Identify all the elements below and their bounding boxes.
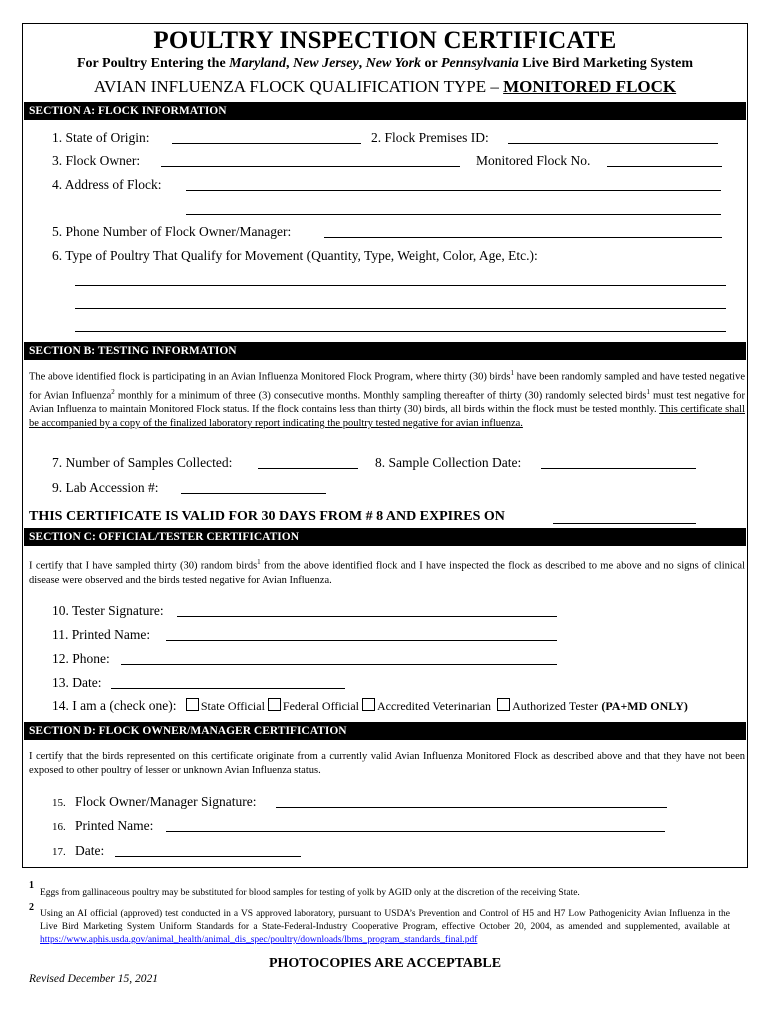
photocopies-notice: PHOTOCOPIES ARE ACCEPTABLE: [268, 956, 502, 971]
expiration-date-field[interactable]: [553, 523, 696, 524]
tester-phone-label: 12. Phone:: [52, 651, 110, 666]
owner-signature-field[interactable]: [276, 807, 667, 808]
state-of-origin-field[interactable]: [172, 143, 361, 144]
option-note: (PA+MD ONLY): [601, 699, 688, 713]
option-federal-official: Federal Official: [282, 699, 359, 713]
sample-collection-date-label: 8. Sample Collection Date:: [375, 455, 522, 470]
footnote-1: Eggs from gallinaceous poultry may be substituted for blood samples for testing of yolk by AGID only at the discretion of the receiving State.: [40, 888, 580, 898]
tester-date-label: 13. Date:: [52, 675, 102, 690]
form-border: [22, 23, 748, 868]
poultry-type-field-line-2[interactable]: [75, 308, 726, 309]
section-c-heading: SECTION C: OFFICIAL/TESTER CERTIFICATION: [24, 528, 746, 546]
footnote-2-number: 2: [29, 902, 34, 913]
tester-certification-paragraph: I certify that I have sampled thirty (30) random birds$^1$ from the above identified flock and I have inspected the flock as described to me above and no signs of clinical disease were observed and the birds tested negative for Avian Influenza.: [29, 558, 746, 586]
owner-signature-number: 15.: [52, 797, 66, 809]
owner-signature-label: Flock Owner/Manager Signature:: [75, 794, 257, 809]
flock-premises-id-label: 2. Flock Premises ID:: [371, 130, 489, 145]
qualification-type: AVIAN INFLUENZA FLOCK QUALIFICATION TYPE – MONITORED FLOCK: [93, 77, 677, 96]
printed-name-label: 11. Printed Name:: [52, 627, 151, 642]
footnote-2: Using an AI official (approved) test conducted in a VS approved laboratory, pursuant to USDA’s Prevention and Control of H5 and H7 Low Pathogenicity Avian Influenza in the Live Bird Marketing System Uniform Standards for a State-Federal-Industry Cooperative Program, effective October 20, 2004, as amended and supplemented, available at https://www.aphis.usda.gov/animal_health/animal_dis_spec/poultry/downloads/lbms_program_standards_final.pdf: [40, 909, 730, 945]
owner-printed-name-label: Printed Name:: [75, 818, 154, 833]
address-field-line-1[interactable]: [186, 190, 721, 191]
owner-date-number: 17.: [52, 846, 66, 858]
checkbox-state-official[interactable]: [186, 698, 199, 711]
monitored-flock-no-field[interactable]: [607, 166, 722, 167]
number-of-samples-field[interactable]: [258, 468, 358, 469]
flock-owner-label: 3. Flock Owner:: [52, 153, 141, 168]
program-standards-link[interactable]: https://www.aphis.usda.gov/animal_health/animal_dis_spec/poultry/downloads/lbms_program_standards_final.pdf: [40, 935, 478, 945]
lab-accession-label: 9. Lab Accession #:: [52, 480, 159, 495]
checkbox-accredited-veterinarian[interactable]: [362, 698, 375, 711]
phone-owner-label: 5. Phone Number of Flock Owner/Manager:: [52, 224, 292, 239]
poultry-type-field-line-3[interactable]: [75, 331, 726, 332]
section-a-heading: SECTION A: FLOCK INFORMATION: [24, 102, 746, 120]
owner-certification-paragraph: I certify that the birds represented on this certificate originate from a currently valid Avian Influenza Monitored Flock as described above and that they have not been exposed to other poultry of lesser or unknown Avian Influenza status.: [29, 751, 745, 776]
flock-owner-field[interactable]: [161, 166, 460, 167]
checkbox-federal-official[interactable]: [268, 698, 281, 711]
option-accredited-veterinarian: Accredited Veterinarian: [377, 699, 492, 713]
owner-date-label: Date:: [75, 843, 105, 858]
state-of-origin-label: 1. State of Origin:: [52, 130, 150, 145]
flock-premises-id-field[interactable]: [508, 143, 718, 144]
tester-signature-label: 10. Tester Signature:: [52, 603, 164, 618]
option-authorized-tester: Authorized Tester: [512, 699, 598, 713]
owner-printed-name-number: 16.: [52, 821, 66, 833]
owner-date-field[interactable]: [115, 856, 301, 857]
phone-owner-field[interactable]: [324, 237, 722, 238]
option-state-official: State Official: [200, 699, 265, 713]
subtitle: For Poultry Entering the Maryland, New Jersey, New York or Pennsylvania Live Bird Marketing System: [77, 56, 693, 71]
section-b-heading: SECTION B: TESTING INFORMATION: [24, 342, 746, 360]
poultry-type-label: 6. Type of Poultry That Qualify for Movement (Quantity, Type, Weight, Color, Age, Etc.):: [52, 248, 538, 263]
section-d-heading: SECTION D: FLOCK OWNER/MANAGER CERTIFICATION: [24, 722, 746, 740]
testing-information-paragraph: The above identified flock is participating in an Avian Influenza Monitored Flock Program, where thirty (30) birds$^1$ have been randomly sampled and have tested negative for Avian Influenza$^2$ monthly for a minimum of three (3) consecutive months. Monthly sampling thereafter of thirty (30) randomly selected birds$^1$ must test negative for Avian Influenza to maintain Monitored Flock status. If the flock contains less than thirty (30) birds, all birds within the flock must be tested monthly. This certificate shall be accompanied by a copy of the finalized laboratory report indicating the poultry tested negative for avian influenza.: [29, 369, 746, 429]
validity-notice: THIS CERTIFICATE IS VALID FOR 30 DAYS FROM # 8 AND EXPIRES ON: [29, 509, 505, 524]
checkbox-authorized-tester[interactable]: [497, 698, 510, 711]
printed-name-field[interactable]: [166, 640, 557, 641]
revision-date: Revised December 15, 2021: [29, 973, 159, 985]
footnote-1-number: 1: [29, 880, 34, 891]
monitored-flock-no-label: Monitored Flock No.: [476, 153, 591, 168]
sample-collection-date-field[interactable]: [541, 468, 696, 469]
poultry-type-field-line-1[interactable]: [75, 285, 726, 286]
address-field-line-2[interactable]: [186, 214, 721, 215]
tester-signature-field[interactable]: [177, 616, 557, 617]
role-check-label: 14. I am a (check one):: [52, 698, 177, 713]
role-check-row: [52, 698, 688, 714]
lab-accession-field[interactable]: [181, 493, 326, 494]
tester-date-field[interactable]: [111, 688, 345, 689]
page-title: POULTRY INSPECTION CERTIFICATE: [153, 27, 617, 54]
address-label: 4. Address of Flock:: [52, 177, 162, 192]
tester-phone-field[interactable]: [121, 664, 557, 665]
owner-printed-name-field[interactable]: [166, 831, 665, 832]
number-of-samples-label: 7. Number of Samples Collected:: [52, 455, 233, 470]
